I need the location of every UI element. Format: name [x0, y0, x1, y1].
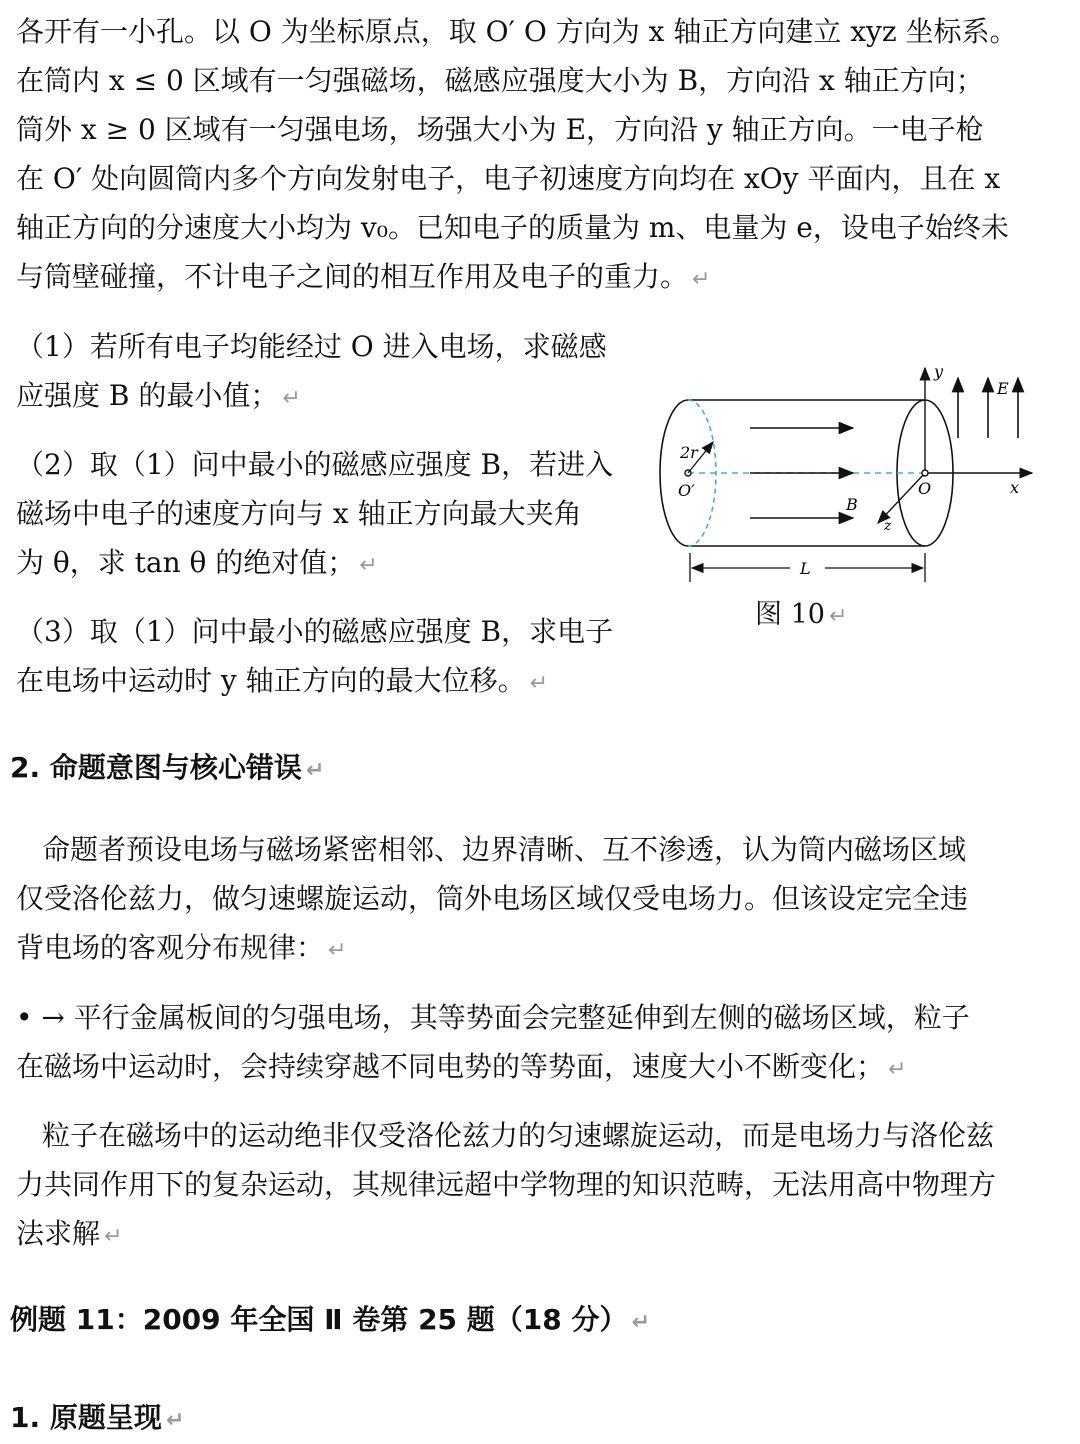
intro-line-4: 在 O′ 处向圆筒内多个方向发射电子，电子初速度方向均在 xOy 平面内，且在 x: [16, 162, 1001, 195]
intro-line-6: 与筒壁碰撞，不计电子之间的相互作用及电子的重力。 ↵: [16, 260, 711, 293]
question-2-line-3: 为 θ，求 tan θ 的绝对值； ↵: [16, 546, 378, 579]
question-1-line-1: （1）若所有电子均能经过 O 进入电场，求磁感: [16, 330, 607, 363]
z-label: z: [884, 518, 892, 534]
question-1-line-2: 应强度 B 的最小值； ↵: [16, 379, 301, 412]
section2-para2-line-1: 粒子在磁场中的运动绝非仅受洛伦兹力的匀速螺旋运动，而是电场力与洛伦兹: [42, 1119, 995, 1152]
paragraph-mark: ↵: [104, 1224, 123, 1249]
paragraph-mark: ↵: [282, 386, 301, 411]
paragraph-mark: ↵: [305, 758, 325, 783]
two-r-label: 2r: [680, 443, 698, 462]
left-end-back: [660, 400, 688, 546]
section2-para2-line-2: 力共同作用下的复杂运动，其规律远超中学物理的知识范畴，无法用高中物理方: [16, 1168, 997, 1201]
example-heading: 例题 11：2009 年全国 Ⅱ 卷第 25 题（18 分） ↵: [10, 1303, 650, 1336]
paragraph-mark: ↵: [888, 1057, 907, 1082]
paragraph-mark: ↵: [529, 671, 549, 696]
o-prime-label: O′: [678, 481, 695, 500]
l-label: L: [800, 559, 811, 578]
origin-point: [922, 470, 928, 476]
section2-para1-line-3: 背电场的客观分布规律： ↵: [16, 931, 347, 964]
bullet-line-2: 在磁场中运动时，会持续穿越不同电势的等势面，速度大小不断变化； ↵: [16, 1050, 907, 1083]
paragraph-mark: ↵: [828, 604, 848, 629]
paragraph-mark: ↵: [165, 1408, 185, 1433]
intro-line-5: 轴正方向的分速度大小均为 v₀。已知电子的质量为 m、电量为 e，设电子始终未: [16, 211, 1009, 244]
question-2-line-1: （2）取（1）问中最小的磁感应强度 B，若进入: [16, 448, 614, 481]
cylinder-field-diagram: [640, 360, 1060, 640]
section-heading-1: 1. 原题呈现 ↵: [10, 1401, 185, 1434]
o-label: O: [918, 479, 932, 498]
section2-para2-line-3: 法求解 ↵: [16, 1217, 123, 1250]
paragraph-mark: ↵: [631, 1310, 650, 1335]
question-3-line-2: 在电场中运动时 y 轴正方向的最大位移。 ↵: [16, 664, 549, 697]
paragraph-mark: ↵: [328, 938, 347, 963]
b-label: B: [846, 495, 858, 514]
question-2-line-2: 磁场中电子的速度方向与 x 轴正方向最大夹角: [16, 497, 582, 530]
section2-para1-line-1: 命题者预设电场与磁场紧密相邻、边界清晰、互不渗透，认为筒内磁场区域: [42, 833, 967, 866]
intro-line-2: 在筒内 x ≤ 0 区域有一匀强磁场，磁感应强度大小为 B，方向沿 x 轴正方向；: [16, 64, 984, 97]
section-heading-2: 2. 命题意图与核心错误 ↵: [10, 751, 325, 784]
x-label: x: [1010, 478, 1020, 497]
bullet-line-1: • → 平行金属板间的匀强电场，其等势面会完整延伸到左侧的磁场区域，粒子: [16, 1001, 970, 1034]
e-label: E: [997, 379, 1009, 398]
figure-caption: 图 10 ↵: [755, 599, 848, 630]
y-label: y: [934, 362, 944, 381]
paragraph-mark: ↵: [692, 267, 711, 292]
intro-line-1: 各开有一小孔。以 O 为坐标原点，取 O′ O 方向为 x 轴正方向建立 xyz 坐标系。: [16, 15, 1018, 48]
intro-line-3: 筒外 x ≥ 0 区域有一匀强电场，场强大小为 E，方向沿 y 轴正方向。一电子枪: [16, 113, 984, 146]
question-3-line-1: （3）取（1）问中最小的磁感应强度 B，求电子: [16, 615, 614, 648]
section2-para1-line-2: 仅受洛伦兹力，做匀速螺旋运动，筒外电场区域仅受电场力。但该设定完全违: [16, 882, 969, 915]
paragraph-mark: ↵: [359, 553, 378, 578]
